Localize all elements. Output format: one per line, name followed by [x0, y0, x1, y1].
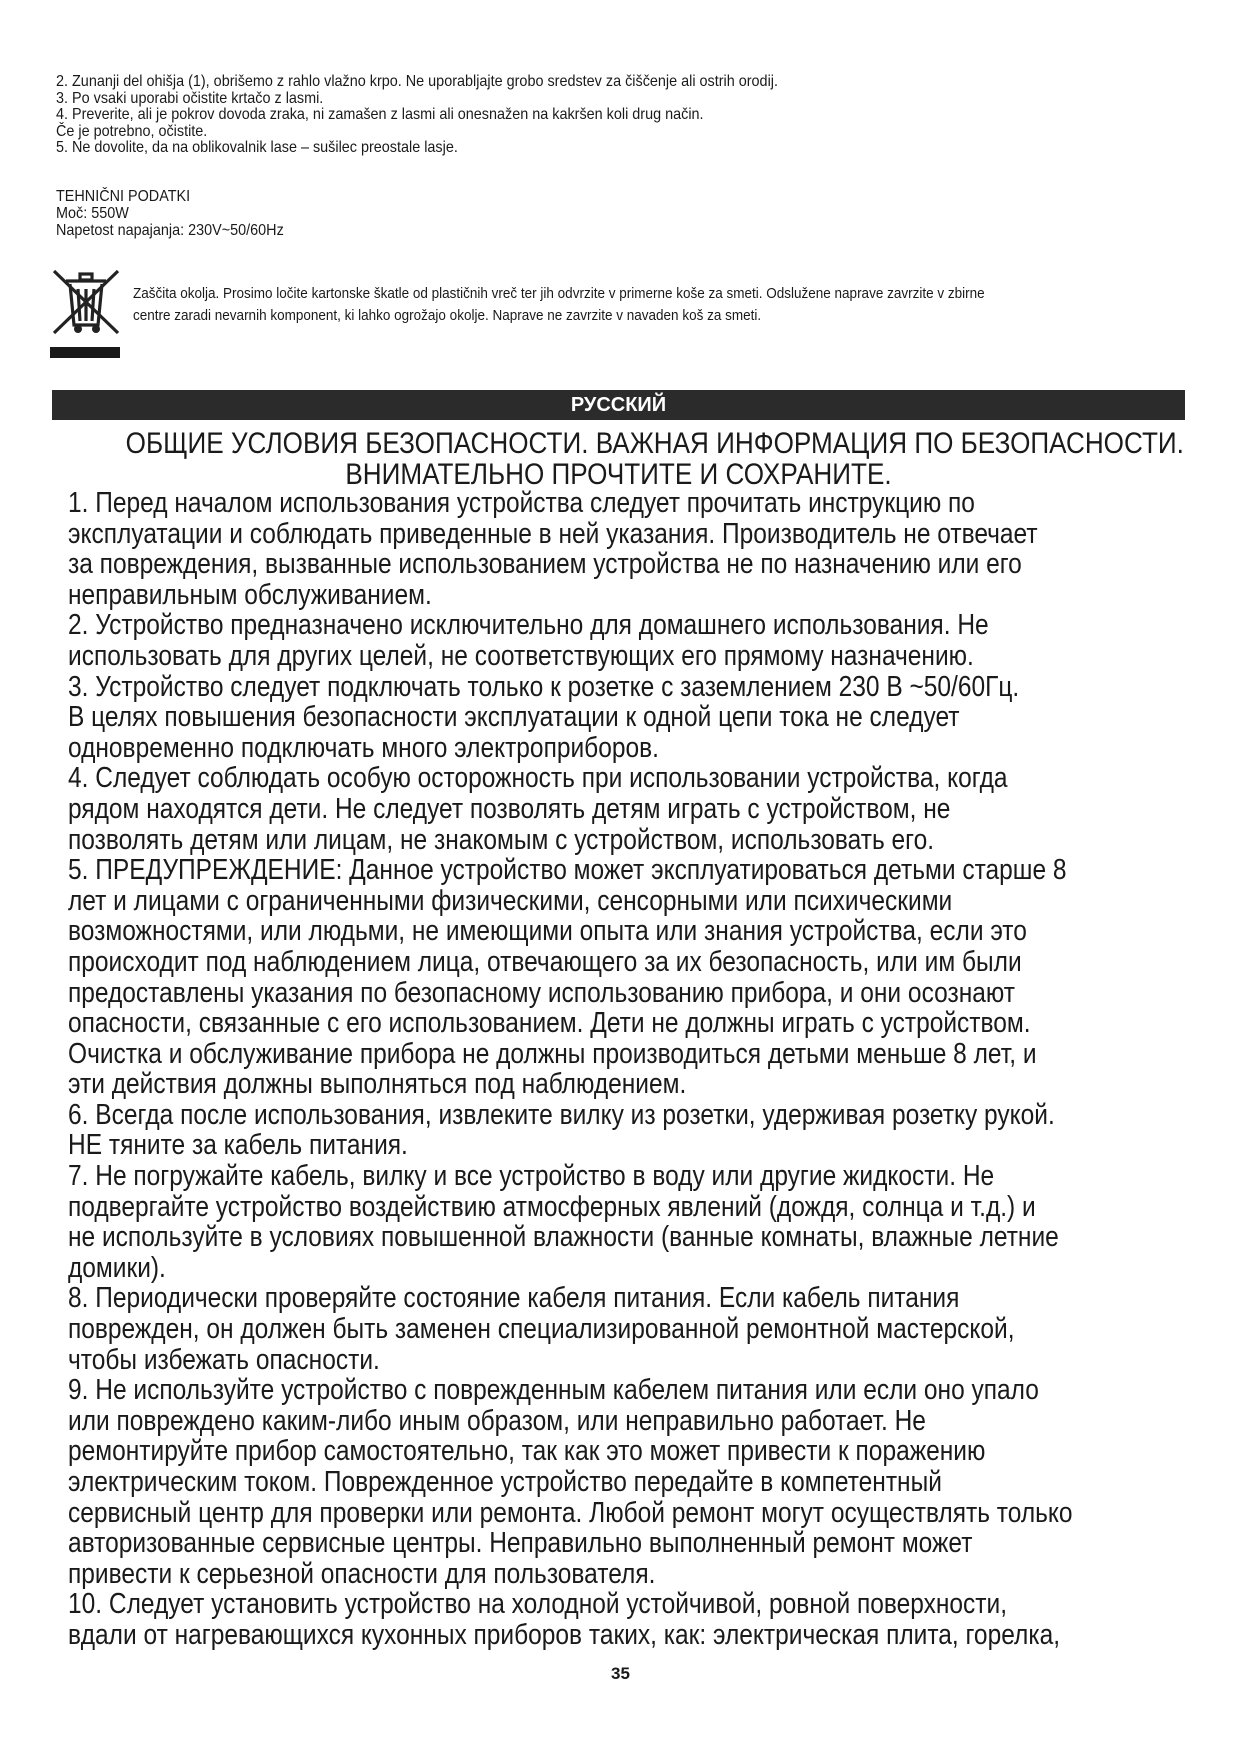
technical-data-power: Moč: 550W [56, 205, 129, 222]
slovenian-item: 2. Zunanji del ohišja (1), obrišemo z rahlo vlažno krpo. Ne uporabljajte grobo sredstev za čiščenje ali ostrih orodij. [56, 73, 778, 90]
instruction-line: 4. Следует соблюдать особую осторожность при использовании устройства, когда [68, 762, 1008, 795]
safety-heading [52, 428, 1185, 490]
instruction-line: рядом находятся дети. Не следует позволять детям играть с устройством, не [68, 792, 951, 825]
instruction-line: электрическим током. Поврежденное устройство передайте в компетентный [68, 1466, 942, 1498]
instruction-line: Очистка и обслуживание прибора не должны производиться детьми меньше 8 лет, и [68, 1037, 1037, 1070]
weee-crossed-bin-icon [48, 267, 122, 361]
instruction-line: одновременно подключать много электроприборов. [68, 731, 659, 764]
instruction-line: НЕ тяните за кабель питания. [68, 1129, 408, 1162]
instruction-line: неправильным обслуживанием. [68, 578, 432, 611]
instruction-line: эти действия должны выполняться под наблюдением. [68, 1068, 687, 1101]
instruction-line: 7. Не погружайте кабель, вилку и все устройство в воду или другие жидкости. Не [68, 1160, 995, 1193]
environment-note-line: Zaščita okolja. Prosimo ločite kartonske škatle od plastičnih vreč ter jih odvrzite v primerne koše za smeti. Odslužene naprave zavrzite v zbirne [133, 285, 985, 302]
technical-data [56, 188, 656, 239]
instruction-line: опасности, связанные с его использованием. Дети не должны играть с устройством. [68, 1007, 1031, 1040]
instruction-line: подвергайте устройство воздействию атмосферных явлений (дождя, солнца и т.д.) и [68, 1190, 1036, 1223]
instruction-line: предоставлены указания по безопасному использованию прибора, и они осознают [68, 976, 1015, 1009]
instruction-line: лет и лицами с ограниченными физическими, сенсорными или психическими [68, 884, 953, 917]
slovenian-item: Če je potrebno, očistite. [56, 122, 208, 140]
instruction-line: использовать для других целей, не соответствующих его прямому назначению. [68, 639, 974, 672]
instruction-line: 8. Периодически проверяйте состояние кабеля питания. Если кабель питания [68, 1282, 960, 1315]
instruction-line: за повреждения, вызванные использованием устройства не по назначению или его [68, 548, 1022, 581]
instruction-line: возможностями, или людьми, не имеющими опыта или знания устройства, если это [68, 915, 1027, 948]
instruction-line: 6. Всегда после использования, извлеките вилку из розетки, удерживая розетку рукой. [68, 1098, 1055, 1131]
instruction-line: 1. Перед началом использования устройства следует прочитать инструкцию по [68, 487, 975, 519]
instruction-line: 10. Следует установить устройство на холодной устойчивой, ровной поверхности, [68, 1588, 1008, 1621]
instruction-line: привести к серьезной опасности для пользователя. [68, 1557, 656, 1590]
instruction-line: 9. Не используйте устройство с поврежденным кабелем питания или если оно упало [68, 1374, 1039, 1407]
instruction-line: позволять детям или лицам, не знакомым с устройством, использовать его. [68, 823, 935, 856]
instruction-line: происходит под наблюдением лица, отвечающего за их безопасность, или им были [68, 945, 1022, 978]
instruction-line: 3. Устройство следует подключать только к розетке с заземлением 230 В ~50/60Гц. [68, 670, 1020, 703]
instruction-line: 2. Устройство предназначено исключительно для домашнего использования. Не [68, 609, 989, 642]
instruction-line: авторизованные сервисные центры. Неправильно выполненный ремонт может [68, 1527, 973, 1560]
technical-data-heading: TEHNIČNI PODATKI [56, 188, 191, 205]
instruction-line: вдали от нагревающихся кухонных приборов таких, как: электрическая плита, горелка, [68, 1618, 1061, 1651]
instruction-line: не используйте в условиях повышенной влажности (ванные комнаты, влажные летние [68, 1221, 1059, 1254]
instruction-line: или повреждено каким-либо иным образом, или неправильно работает. Не [68, 1404, 926, 1437]
safety-instructions [68, 488, 1208, 1651]
safety-heading-line: ВНИМАТЕЛЬНО ПРОЧТИТЕ И СОХРАНИТЕ. [345, 458, 892, 491]
slovenian-maintenance-list [56, 74, 1186, 157]
page-number: 35 [611, 1664, 630, 1683]
slovenian-item: 4. Preverite, ali je pokrov dovoda zraka, ni zamašen z lasmi ali onesnažen na kakršen koli drug način. [56, 106, 704, 123]
environment-note-line: centre zaradi nevarnih komponent, ki lahko ogrožajo okolje. Naprave ne zavrzite v navaden koš za smeti. [133, 307, 762, 324]
safety-heading-line: ОБЩИЕ УСЛОВИЯ БЕЗОПАСНОСТИ. ВАЖНАЯ ИНФОРМАЦИЯ ПО БЕЗОПАСНОСТИ. [125, 427, 1184, 460]
slovenian-item: 3. Po vsaki uporabi očistite krtačo z lasmi. [56, 89, 324, 107]
instruction-line: сервисный центр для проверки или ремонта. Любой ремонт могут осуществлять только [68, 1496, 1073, 1529]
environment-protection-note [133, 283, 1193, 327]
instruction-line: поврежден, он должен быть заменен специализированной ремонтной мастерской, [68, 1313, 1015, 1346]
technical-data-voltage: Napetost napajanja: 230V~50/60Hz [56, 222, 284, 239]
instruction-line: В целях повышения безопасности эксплуатации к одной цепи тока не следует [68, 701, 960, 734]
instruction-line: эксплуатации и соблюдать приведенные в ней указания. Производитель не отвечает [68, 517, 1038, 550]
instruction-line: домики). [68, 1251, 166, 1284]
instruction-line: чтобы избежать опасности. [68, 1343, 380, 1376]
instruction-line: 5. ПРЕДУПРЕЖДЕНИЕ: Данное устройство может эксплуатироваться детьми старше 8 [68, 854, 1067, 887]
instruction-line: ремонтируйте прибор самостоятельно, так как это может привести к поражению [68, 1435, 986, 1468]
language-section-bar: РУССКИЙ [52, 390, 1185, 420]
slovenian-item: 5. Ne dovolite, da na oblikovalnik lase – sušilec preostale lasje. [56, 139, 458, 156]
